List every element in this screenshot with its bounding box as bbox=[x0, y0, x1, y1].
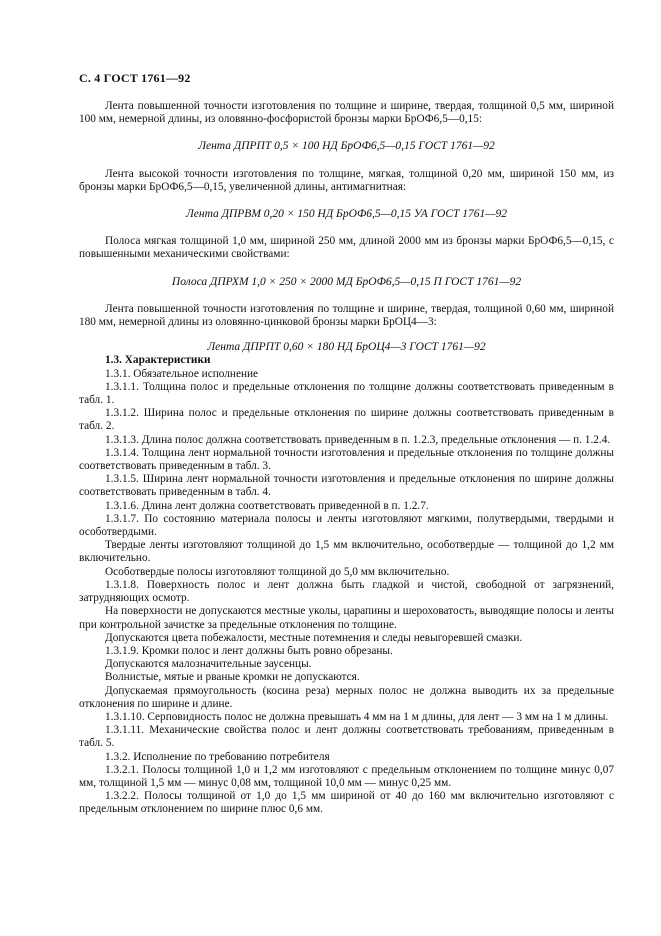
clause: 1.3.1.11. Механические свойства полос и лент должны соответствовать требованиям, приведенным в табл. 5. bbox=[79, 724, 614, 750]
clause: 1.3.1.4. Толщина лент нормальной точности изготовления и предельные отклонения по толщине должны соответствовать приведенным в табл. 3. bbox=[79, 446, 614, 473]
clause: На поверхности не допускаются местные уколы, царапины и шероховатость, выводящие полосы и ленты при контрольной зачистке за предельные отклонения по толщине. bbox=[79, 605, 614, 631]
paragraph: Лента повышенной точности изготовления по толщине и ширине, твердая, толщиной 0,60 мм, шириной 180 мм, немерной длины из оловянно-цинковой бронзы марки БрОЦ4—3: bbox=[79, 302, 614, 329]
section-heading: 1.3. Характеристики bbox=[105, 354, 211, 367]
clause: 1.3.2.1. Полосы толщиной 1,0 и 1,2 мм изготовляют с предельным отклонением по толщине минус 0,07 мм, толщиной 1,5 мм — минус 0,08 мм, толщиной 10,0 мм — минус 0,25 мм. bbox=[79, 763, 614, 789]
document-body bbox=[79, 100, 614, 817]
clause: Волнистые, мятые и рваные кромки не допускаются. bbox=[105, 671, 360, 684]
designation-example: Лента ДПРПТ 0,5 × 100 НД БрОФ6,5—0,15 ГОСТ 1761—92 bbox=[198, 140, 495, 153]
clause: Особотвердые полосы изготовляют толщиной до 5,0 мм включительно. bbox=[105, 565, 450, 578]
clause: 1.3.1.7. По состоянию материала полосы и ленты изготовляют мягкими, полутвердыми, твердыми и особотвердыми. bbox=[79, 512, 614, 539]
clause: Твердые ленты изготовляют толщиной до 1,5 мм включительно, особотвердые — толщиной до 1,2 мм включительно. bbox=[79, 539, 614, 565]
paragraph: Лента повышенной точности изготовления по толщине и ширине, твердая, толщиной 0,5 мм, шириной 100 мм, немерной длины, из оловянно-фосфористой бронзы марки БрОФ6,5—0,15: bbox=[79, 100, 614, 126]
clause: 1.3.1.9. Кромки полос и лент должны быть ровно обрезаны. bbox=[105, 644, 393, 657]
clause: 1.3.1.8. Поверхность полос и лент должна быть гладкой и чистой, свободной от загрязнений, затрудняющих осмотр. bbox=[79, 578, 614, 605]
clause: 1.3.1.3. Длина полос должна соответствовать приведенным в п. 1.2.3, предельные отклонения — п. 1.2.4. bbox=[105, 433, 611, 446]
clause: Допускаемая прямоугольность (косина реза) мерных полос не должна выводить их за предельные отклонения по ширине и длине. bbox=[79, 684, 614, 710]
subsection-heading: 1.3.1. Обязательное исполнение bbox=[105, 367, 259, 380]
clause: 1.3.1.1. Толщина полос и предельные отклонения по толщине должны соответствовать приведенным в табл. 1. bbox=[79, 380, 614, 407]
paragraph: Полоса мягкая толщиной 1,0 мм, шириной 250 мм, длиной 2000 мм из бронзы марки БрОФ6,5—0,15, с повышенными механическими свойствами: bbox=[79, 235, 614, 261]
clause: 1.3.1.2. Ширина полос и предельные отклонения по ширине должны соответствовать приведенным в табл. 2. bbox=[79, 407, 614, 433]
clause: 1.3.1.5. Ширина лент нормальной точности изготовления и предельные отклонения по ширине должны соответствовать приведенным в табл. 4. bbox=[79, 473, 614, 499]
clause: 1.3.1.6. Длина лент должна соответствовать приведенной в п. 1.2.7. bbox=[105, 499, 429, 512]
designation-example: Лента ДПРПТ 0,60 × 180 НД БрОЦ4—3 ГОСТ 1761—92 bbox=[207, 341, 486, 354]
paragraph: Лента высокой точности изготовления по толщине, мягкая, толщиной 0,20 мм, шириной 150 мм, из бронзы марки БрОФ6,5—0,15, увеличенной длины, антимагнитная: bbox=[79, 167, 614, 193]
subsection-heading: 1.3.2. Исполнение по требованию потребителя bbox=[105, 750, 330, 763]
clause: 1.3.2.2. Полосы толщиной от 1,0 до 1,5 мм шириной от 40 до 160 мм включительно изготовляют с предельным отклонением по ширине плюс 0,6 мм. bbox=[79, 790, 614, 816]
designation-example: Лента ДПРВМ 0,20 × 150 НД БрОФ6,5—0,15 УА ГОСТ 1761—92 bbox=[185, 208, 507, 221]
clause: 1.3.1.10. Серповидность полос не должна превышать 4 мм на 1 м длины, для лент — 3 мм на 1 м длины. bbox=[105, 710, 609, 723]
page-header: С. 4 ГОСТ 1761—92 bbox=[79, 71, 191, 85]
clause: Допускаются малозначительные заусенцы. bbox=[105, 658, 312, 671]
clause: Допускаются цвета побежалости, местные потемнения и следы невыгоревшей смазки. bbox=[105, 631, 523, 644]
designation-example: Полоса ДПРХМ 1,0 × 250 × 2000 МД БрОФ6,5—0,15 П ГОСТ 1761—92 bbox=[171, 275, 522, 288]
